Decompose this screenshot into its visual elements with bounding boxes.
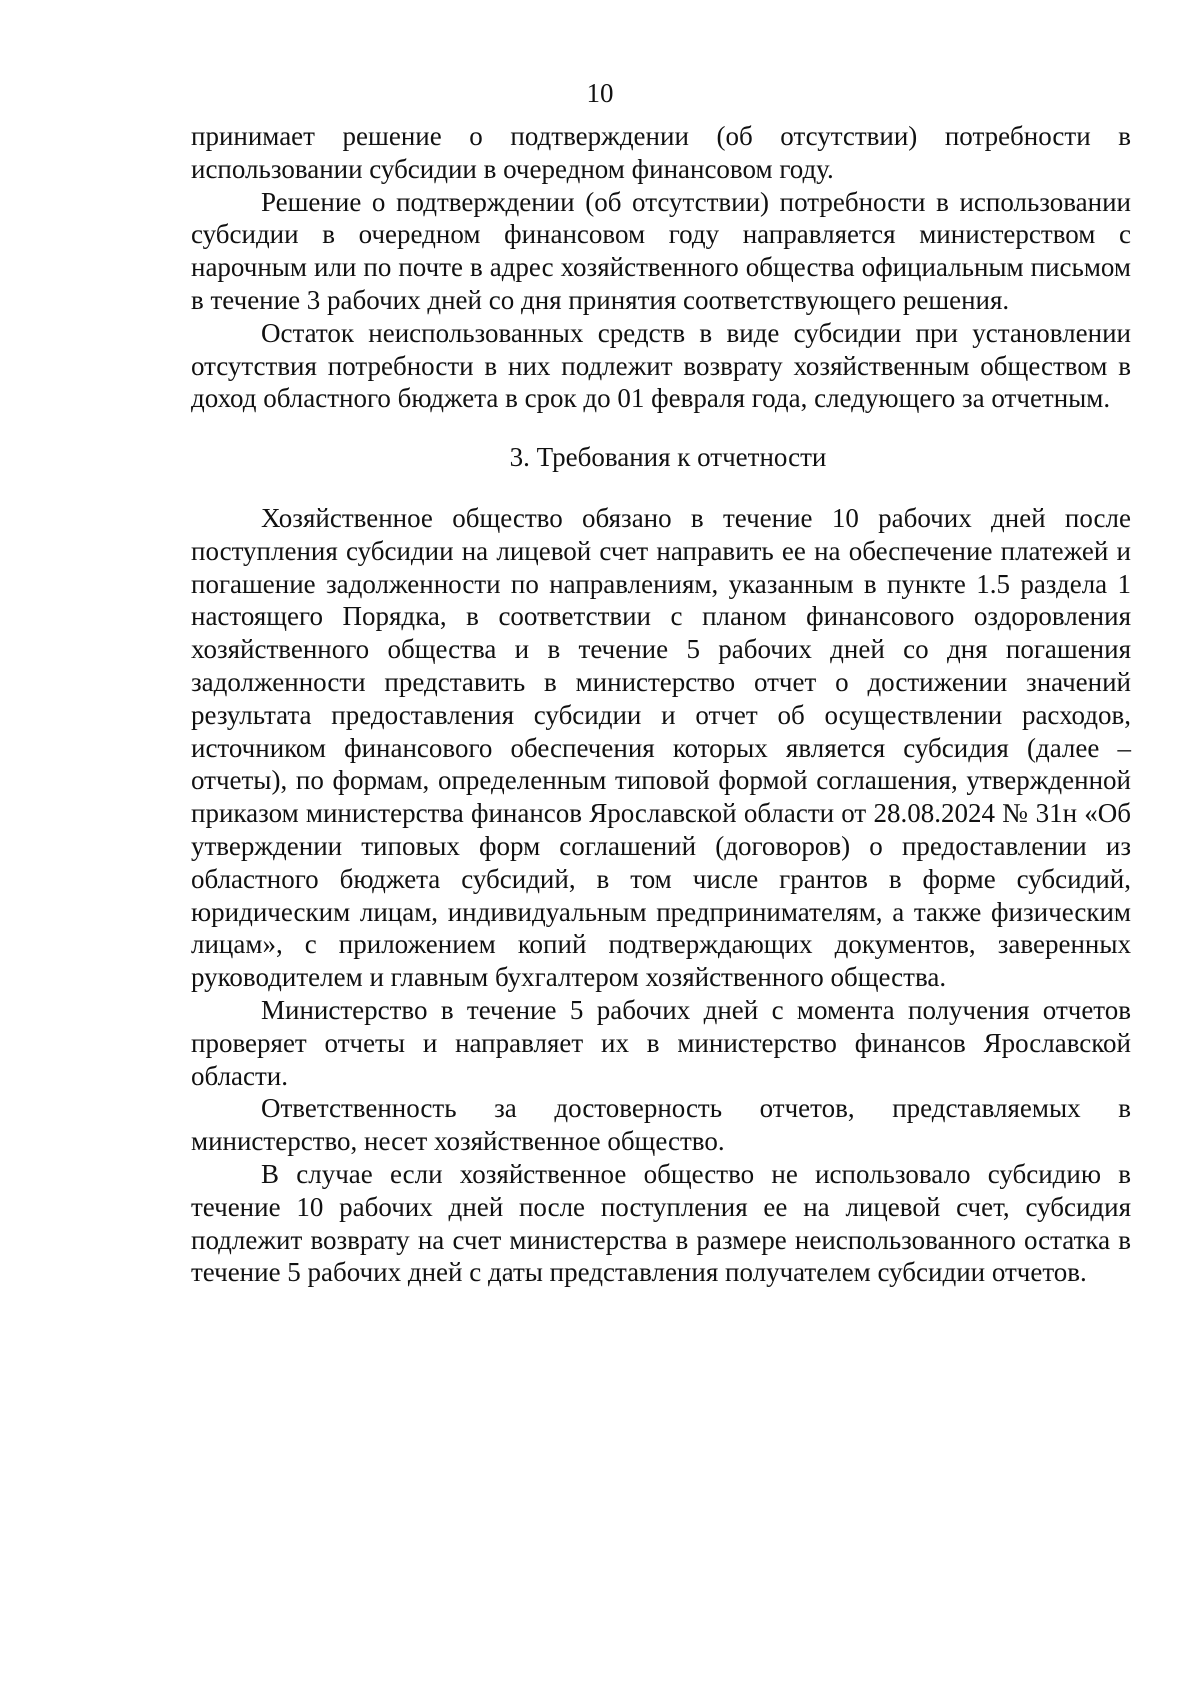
document-body (191, 120, 1131, 1289)
paragraph-ministry-check: Министерство в течение 5 рабочих дней с момента получения отчетов проверяет отчеты и направляет их в министерство финансов Ярославской области. (191, 994, 1131, 1091)
spacer (191, 415, 1131, 441)
paragraph-unused-funds-return: Остаток неиспользованных средств в виде субсидии при установлении отсутствия потребности в них подлежит возврату хозяйственным обществом в доход областного бюджета в срок до 01 февраля года, следующего за отчетным. (191, 317, 1131, 414)
section-title: 3. Требования к отчетности (509, 442, 827, 473)
paragraph-responsibility: Ответственность за достоверность отчетов, представляемых в министерство, несет хозяйственное общество. (191, 1093, 1131, 1157)
spacer (191, 474, 1131, 502)
paragraph-decision-notice: Решение о подтверждении (об отсутствии) потребности в использовании субсидии в очередном финансовом году направляется министерством с нарочным или по почте в адрес хозяйственного общества официальным письмом в течение 3 рабочих дней со дня принятия соответствующего решения. (191, 186, 1131, 315)
paragraph-continuation: принимает решение о подтверждении (об отсутствии) потребности в использовании субсидии в очередном финансовом году. (191, 121, 1131, 184)
paragraph-subsidy-return: В случае если хозяйственное общество не использовало субсидию в течение 10 рабочих дней после поступления ее на лицевой счет, субсидия подлежит возврату на счет министерства в размере неиспользованного остатка в течение 5 рабочих дней с даты представления получателем субсидии отчетов. (191, 1158, 1131, 1288)
paragraph-reporting-obligation: Хозяйственное общество обязано в течение 10 рабочих дней после поступления субсидии на лицевой счет направить ее на обеспечение платежей и погашение задолженности по направлениям, указанным в пункте 1.5 раздела 1 настоящего Порядка, в соответствии с планом финансового оздоровления хозяйственного общества и в течение 5 рабочих дней со дня погашения задолженности представить в министерство отчет о достижении значений результата предоставления субсидии и отчет об осуществлении расходов, источником финансового обеспечения которых является субсидия (далее – отчеты), по формам, определенным типовой формой соглашения, утвержденной приказом министерства финансов Ярославской области от 28.08.2024 № 31н «Об утверждении типовых форм соглашений (договоров) о предоставлении из областного бюджета субсидий, в том числе грантов в форме субсидий, юридическим лицам, индивидуальным предпринимателям, а также физическим лицам», с приложением копий подтверждающих документов, заверенных руководителем и главным бухгалтером хозяйственного общества. (191, 502, 1131, 993)
page-number: 10 (586, 78, 614, 108)
